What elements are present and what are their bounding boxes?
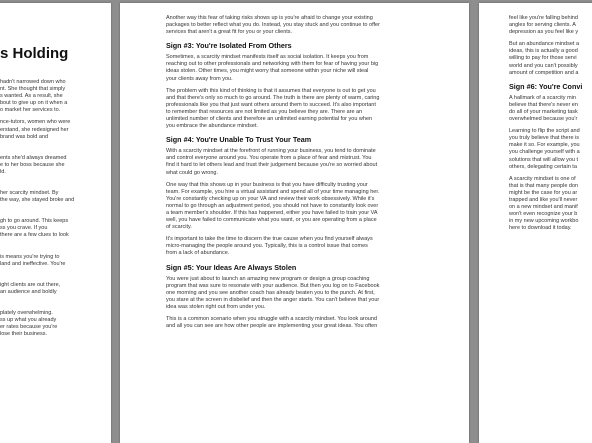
text-line: ents she'd always dreamed	[0, 154, 67, 161]
text-line: plately overwhelming.	[0, 309, 53, 316]
document-page-3[interactable]	[479, 3, 592, 443]
text-line: services that aren't a great fit for you or your clients.	[166, 29, 293, 36]
text-line: Sometimes, a scarcity mindset manifests itself as social isolation. It keeps you from	[166, 54, 369, 61]
text-line: hadn't narrowed down who	[0, 79, 66, 85]
text-line: feel like you're falling behind	[509, 15, 578, 21]
text-line: others, delegating certain ta	[509, 163, 577, 170]
paragraph	[166, 182, 428, 232]
text-line: do all of your marketing task	[509, 108, 578, 115]
text-line: solutions that will allow you t	[509, 156, 579, 163]
text-line: there are a few clues to look	[0, 232, 69, 239]
paragraph	[509, 15, 592, 36]
paragraph	[166, 236, 428, 257]
spacer	[0, 273, 107, 282]
text-line: Learning to flip the script and	[509, 128, 580, 135]
text-line: brand was bold and	[0, 133, 49, 140]
text-line: find it hard to let others lead and trust their judgement because you're so worried about	[166, 162, 378, 169]
spacer	[0, 181, 107, 190]
section-heading: Sign #4: You're Unable To Trust Your Team	[166, 135, 312, 145]
text-line: nce-tutors, women who were	[0, 119, 71, 126]
spacer	[0, 209, 107, 218]
text-line: and all you can see are how other people are implementing your great ideas. You often	[166, 323, 378, 330]
text-line: nt. She thought that simply	[0, 86, 66, 93]
paragraph	[509, 176, 592, 233]
page-content	[120, 3, 469, 443]
spacer	[0, 245, 107, 254]
spacer	[0, 301, 107, 310]
paragraph	[166, 276, 428, 311]
text-line: well, you have failed to communicate what you want, or you are operating from a place	[166, 217, 377, 224]
page-content	[479, 3, 592, 443]
text-line: you stare at the screen in disbelief and then the anger starts. You can't believe that your	[166, 296, 380, 303]
text-line: angles for serving clients. A	[509, 22, 576, 29]
text-line: gh to go around. This keeps	[0, 218, 69, 225]
text-line: ld.	[0, 168, 6, 175]
text-line: normal to go through an adjustment period, you should not have to constantly look over	[166, 202, 379, 209]
paragraph	[0, 218, 107, 239]
text-line: on a new mindset and manif	[509, 204, 578, 211]
section-title: s Holding	[0, 45, 69, 62]
text-line: an audience and boldly	[0, 288, 57, 295]
text-line: A hallmark of a scarcity min	[509, 94, 576, 101]
text-line: willing to pay for those servi	[509, 55, 577, 62]
paragraph	[0, 282, 107, 296]
spacer	[0, 146, 107, 155]
text-line: idea was stolen right out from under you.	[166, 303, 266, 310]
paragraph	[509, 128, 592, 171]
text-line: ideas, this is actually a good	[509, 48, 578, 55]
text-line: Another way this fear of taking risks shows up is you're afraid to change your existing	[166, 15, 373, 21]
text-line: program that was sure to resonate with your audience. But then you log on to Facebook	[166, 282, 380, 289]
text-line: unlimited number of clients and therefore an unlimited earning potential for you when	[166, 116, 373, 123]
paragraph	[0, 254, 107, 268]
text-line: o market her services to.	[0, 107, 61, 114]
section-heading: Sign #3: You're Isolated From Others	[166, 41, 292, 51]
text-line: in my new upcoming workbo	[509, 218, 579, 225]
text-line: believe that there's never en	[509, 101, 578, 108]
text-line: a team member's shoulder. If this has happened, either you have failed to train your VA	[166, 209, 378, 216]
paragraph	[166, 15, 428, 36]
paragraph	[509, 41, 592, 76]
text-line: your clients away from you.	[166, 75, 233, 82]
paragraph	[166, 316, 428, 330]
section-heading: Sign #5: Your Ideas Are Always Stolen	[166, 262, 297, 272]
text-line: bout to give up on it when a	[0, 100, 68, 107]
text-line: depression as you feel like y	[509, 29, 579, 36]
text-line: that is that many people don	[509, 182, 579, 189]
text-line: trapped and like you'll never	[509, 196, 578, 203]
text-line: packages to better reflect what you do. Instead, you stay stuck and you continue to offer	[166, 22, 380, 29]
paragraph	[0, 79, 107, 114]
document-page-2[interactable]	[120, 3, 469, 443]
text-line: One way that this shows up in your business is that you have difficulty trusting your	[166, 181, 368, 188]
text-line: It's important to take the time to discern the true cause when you find yourself always	[166, 236, 373, 243]
text-line: here to download it today.	[509, 225, 572, 232]
text-line: ideas stolen. Other times, you might worry that someone within your niche will steal	[166, 68, 369, 75]
text-line: make it so. For example, you	[509, 142, 580, 149]
text-line: of scarcity.	[166, 224, 192, 231]
text-line: professionals like you that just want others around them to succeed. It's also important	[166, 101, 376, 108]
text-line: reaching out to other professionals and networking with them for fear of having your big	[166, 61, 379, 68]
text-line: land and ineffective. You're	[0, 260, 66, 267]
text-line: s wanted. As a result, she	[0, 93, 63, 100]
text-line: you challenge yourself with a	[509, 149, 580, 156]
text-line: ss you crave. If you	[0, 225, 48, 232]
text-line: lose their business.	[0, 331, 48, 338]
text-line: amount of competition and a	[509, 69, 579, 76]
text-line: you truly believe that there is	[509, 135, 580, 142]
document-page-1[interactable]	[0, 3, 111, 443]
text-line: is means you're trying to	[0, 253, 60, 260]
text-line: you embrace the abundance mindset.	[166, 123, 259, 130]
paragraph	[166, 88, 428, 131]
paragraph	[0, 155, 107, 176]
text-line: the way, she stayed broke and	[0, 197, 75, 204]
text-line: But an abundance mindset a	[509, 41, 580, 48]
text-line: er rates because you're	[0, 324, 58, 331]
section-heading: Sign #6: You're Convi	[509, 81, 583, 91]
paragraph	[166, 54, 428, 82]
text-line: from a lack of abundance.	[166, 250, 230, 257]
paragraph	[166, 148, 428, 176]
text-line: might be the case for you ar	[509, 189, 578, 196]
text-line: overwhelmed because you'r	[509, 116, 578, 123]
text-line: The problem with this kind of thinking is that it assumes that everyone is out to get you	[166, 87, 376, 94]
paragraph	[0, 310, 107, 338]
paragraph	[0, 119, 107, 140]
text-line: micro-managing the people around you. Typically, this is a control issue that comes	[166, 243, 368, 250]
text-line: A scarcity mindset is one of	[509, 175, 576, 182]
text-line: e to her boss because she	[0, 161, 65, 168]
paragraph	[509, 95, 592, 123]
text-line: ight clients are out there,	[0, 281, 61, 288]
text-line: to remember that resources are not limited as you believe they are. There are an	[166, 108, 363, 115]
text-line: world and you can't possibly	[509, 62, 578, 69]
text-line: This is a common scenario when you struggle with a scarcity mindset. You look around	[166, 316, 377, 322]
text-line: With a scarcity mindset at the forefront of running your business, you tend to dominate	[166, 148, 376, 155]
text-line: won't even recognize your b	[509, 211, 578, 218]
page-content	[0, 3, 111, 443]
text-line: one morning and you see another coach has already beaten you to the punch. At first,	[166, 289, 375, 296]
text-line: You're constantly checking up on your VA and review their work obsessively. While it's	[166, 195, 375, 202]
text-line: her scarcity mindset. By	[0, 190, 59, 197]
text-line: erstand, she redesigned her	[0, 126, 69, 133]
text-line: what could go wrong.	[166, 169, 218, 176]
paragraph	[0, 190, 107, 204]
text-line: team. For example, you hire a virtual assistant and spend all of your time managing her.	[166, 188, 380, 195]
text-line: and control everyone around you. You operate from a place of fear and mistrust. You	[166, 155, 372, 162]
spacer	[0, 70, 107, 79]
text-line: and that there's only so much to go around. The truth is there are plenty of warm, caring	[166, 94, 380, 101]
text-line: You were just about to launch an amazing new program or design a group coaching	[166, 275, 370, 282]
text-line: ss up what you already	[0, 316, 57, 323]
